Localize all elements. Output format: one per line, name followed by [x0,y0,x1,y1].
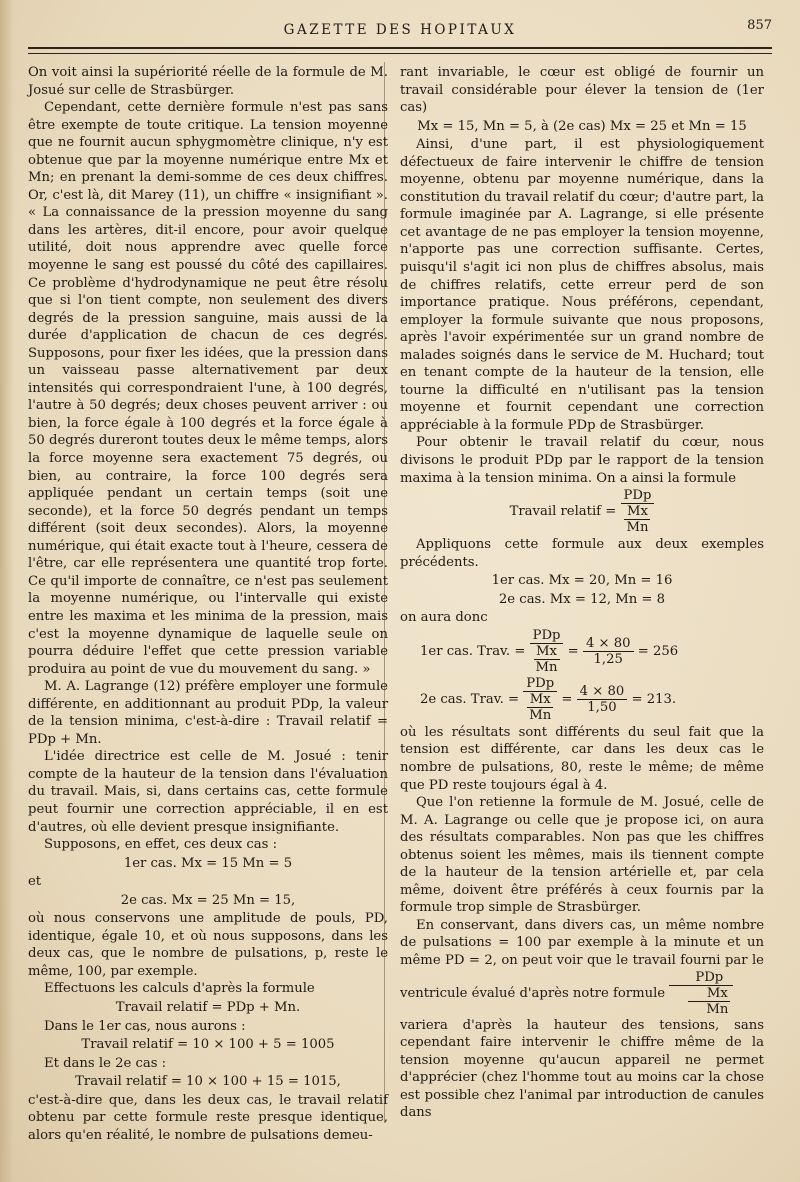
fraction [530,628,564,675]
formula-travail-relatif [400,488,764,535]
equation-result-1: Travail relatif = 10 × 100 + 5 = 1005 [81,1037,335,1053]
equation-case-1: 1er cas. Mx = 15 Mn = 5 [123,855,293,871]
paragraph: Ainsi, d'une part, il est physiologiquement défectueux de faire intervenir le chiffre de tension moyenne, obtenu par moyenne numérique, dans la constitution du travail relatif du cœur; d'autre part, la formule imaginée par A. Lagrange, si elle présente cet avantage de ne pas employer la tension moyenne, n'apporte pas une correction suffisante. Certes, puisqu'il s'agit ici non plus de chiffres absolus, mais de chiffres relatifs, cette erreur perd de son importance pratique. Nous préférons, cependant, employer la formule suivante que nous proposons, après l'avoir expérimentée sur un grand nombre de malades soignés dans le service de M. Huchard; tout en tenant compte de la hauteur de la tension, elle tourne la difficulté en n'utilisant pas la tension moyenne et fournit cependant une correction appréciable à la formule PDp de Strasbürger. [400,137,764,433]
inner-fraction [527,692,553,723]
calc-result: = 256 [637,643,679,659]
paragraph: Appliquons cette formule aux deux exemples précédents. [400,537,764,570]
fraction-values [583,636,634,667]
calculation-case-1: 1er cas. Trav. = $\frac{\text{PDp}}{\frac{Mx}{Mn}}$ = $\frac{4 \times 80}{1,25}$ = 256 [420,627,679,675]
paragraph: Cependant, cette dernière formule n'est pas sans être exempte de toute critique. La tension moyenne que ne fournit aucun sphygmomètre clinique, n'y est obtenue que par la moyenne numérique entre Mx et Mn; en prenant la demi-somme de ces deux chiffres. Or, c'est là, dit Marey (11), un chiffre « insignifiant ». « La connaissance de la pression moyenne du sang dans les artères, dit-il encore, pour avoir quelque utilité, doit nous apprendre avec quelle force moyenne le sang est poussé du côté des capillaires. Ce problème d'hydrodynamique ne peut être résolu que si l'on tient compte, non seulement des divers degrés de la pression sanguine, mais aussi de la durée d'application de chacun de ces degrés. Supposons, pour fixer les idées, que la pression dans un vaisseau passe alternativement par deux intensités qui correspondraient l'une, à 100 degrés, l'autre à 50 degrés; deux choses peuvent arriver : ou bien, la force égale à 100 degrés et la force égale à 50 degrés dureront toutes deux le même temps, alors la force moyenne sera exactement 75 degrés, ou bien, au contraire, la force 100 degrés sera appliquée pendant un certain temps (soit une seconde), et la force 50 degrés pendant un temps différent (soit deux secondes). Alors, la moyenne numérique, qui était exacte tout à l'heure, cessera de l'être, car elle représentera une quantité trop forte. Ce qu'il importe de connaître, ce n'est pas seulement la moyenne numérique, ou l'intervalle qui existe entre les maxima et les minima de la pression, mais c'est la moyenne dynamique de laquelle seule on pourra déduire l'effet que cette pression variable produira au point de vue du mouvement du sang. » [28,100,388,677]
inner-numerator: Mx [624,504,650,520]
paragraph: Effectuons les calculs d'après la formule [44,981,315,997]
paragraph-text: En conservant, dans divers cas, un même nombre de pulsations = 100 par exemple à la minute et un même PD = 2, on peut voir que le travail fourni par le ventricule évalué d'après notre formule [400,917,764,1001]
right-column [400,64,764,1122]
inner-denominator: Mn [529,707,552,723]
example-case-2: 2e cas. Mx = 12, Mn = 8 [498,591,666,607]
inner-fraction [688,986,730,1017]
paragraph: Que l'on retienne la formule de M. Josué, celle de M. A. Lagrange ou celle que je propose ici, on aura des résultats comparables. Non pas que les chiffres obtenus soient les mêmes, mais ils tiennent compte de la hauteur de la tension artérielle et, par cela même, doivent être préférés à ceux fournis par la formule trop simple de Strasbürger. [400,795,764,916]
inner-fraction [624,504,650,535]
running-head [28,18,772,42]
paragraph: Dans le 1er cas, nous aurons : [44,1018,246,1034]
inner-numerator: Mx [688,986,730,1002]
equation-result-2: Travail relatif = 10 × 100 + 15 = 1015, [75,1074,341,1090]
paragraph: On voit ainsi la supériorité réelle de la formule de M. Josué sur celle de Strasbürger. [28,65,388,98]
equation-tension-values: Mx = 15, Mn = 5, à (2e cas) Mx = 25 et Mn = 15 [417,118,747,134]
fraction-denominator: 1,50 [587,699,617,715]
inner-fraction [534,644,560,675]
fraction [621,488,655,535]
fraction-numerator: PDp [621,488,655,504]
equation-case-2: 2e cas. Mx = 25 Mn = 15, [120,892,296,908]
example-case-1: 1er cas. Mx = 20, Mn = 16 [491,573,673,589]
fraction-numerator: 4 × 80 [583,636,634,652]
paragraph: Supposons, en effet, ces deux cas : [44,837,278,853]
fraction-denominator [621,504,655,535]
calc-result: = 213. [631,691,677,707]
equation-formula: Travail relatif = PDp + Mn. [115,999,301,1015]
paragraph: Et dans le 2e cas : [44,1055,167,1071]
inner-numerator: Mx [534,644,560,660]
page-binding-shadow [0,0,14,1182]
fraction-numerator: PDp [523,676,557,692]
left-column [28,64,388,1144]
paragraph: où nous conservons une amplitude de pouls, PD, identique, égale 10, et où nous supposons, dans les deux cas, que le nombre de pulsations, p, reste le même, 100, par exemple. [28,911,388,979]
journal-title: GAZETTE DES HOPITAUX [283,22,517,38]
paragraph: L'idée directrice est celle de M. Josué : tenir compte de la hauteur de la tension dans l'évaluation du travail. Mais, si, dans certains cas, cette formule peut fournir une correction appréciable, il en est d'autres, où elle devient presque insignifiante. [28,749,388,835]
paragraph: on aura donc [400,610,488,626]
fraction-denominator [530,644,564,675]
paragraph: où les résultats sont différents du seul fait que la tension est différente, car dans les deux cas le nombre de pulsations, 80, reste le même; de même que PD reste toujours égal à 4. [400,724,764,793]
paragraph [400,917,764,1017]
inner-denominator: Mn [706,1001,729,1017]
calc-label: 2e cas. Trav. = [420,691,520,707]
fraction-denominator: 1,25 [593,651,623,667]
paragraph: Pour obtenir le travail relatif du cœur, nous divisons le produit PDp par le rapport de la tension maxima à la tension minima. On a ainsi la formule [400,435,764,486]
calculation-case-2: 2e cas. Trav. = $\frac{\text{PDp}}{\frac{Mx}{Mn}}$ = $\frac{4 \times 80}{1,50}$ = 213. [420,675,677,723]
paragraph: M. A. Lagrange (12) préfère employer une formule différente, en additionnant au produit PDp, la valeur de la tension minima, c'est-à-dire : Travail relatif = PDp + Mn. [28,679,388,747]
page-number: 857 [747,18,772,33]
calc-label: 1er cas. Trav. = [420,643,526,659]
inner-denominator: Mn [626,520,649,536]
header-rule [28,47,772,54]
fraction-values [577,684,628,715]
fraction-numerator: PDp [669,970,733,986]
fraction-denominator [669,986,733,1017]
paragraph: variera d'après la hauteur des tensions, sans cependant faire intervenir le chiffre même de la tension moyenne qu'aucun appareil ne permet d'apprécier (chez l'homme tout au moins car la chose est possible chez l'animal par introduction de canules dans [400,1017,764,1121]
fraction-numerator: 4 × 80 [577,684,628,700]
fraction-denominator [523,692,557,723]
fraction-numerator: PDp [530,628,564,644]
conjunction: et [28,874,42,890]
fraction [523,676,557,723]
inner-denominator: Mn [535,659,558,675]
paragraph: rant invariable, le cœur est obligé de fournir un travail considérable pour élever la tension de (1er cas) [400,65,764,116]
paragraph: c'est-à-dire que, dans les deux cas, le travail relatif obtenu par cette formule reste presque identique, alors qu'en réalité, le nombre de pulsations demeu- [28,1092,388,1143]
fraction [669,970,733,1017]
inner-numerator: Mx [527,692,553,708]
formula-label: Travail relatif = [509,504,617,520]
